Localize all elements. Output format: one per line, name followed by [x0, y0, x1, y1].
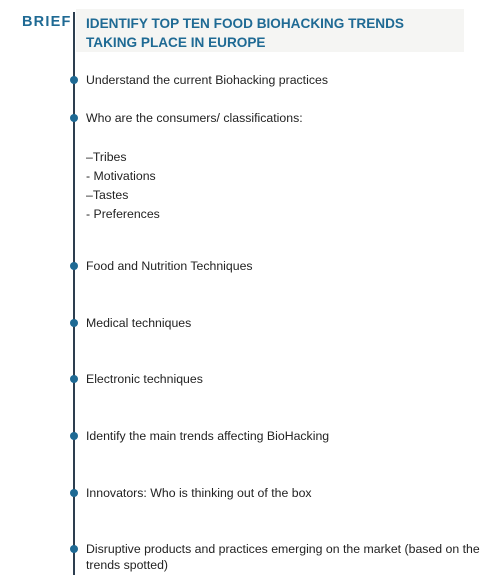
- bullet-dot: [70, 319, 78, 327]
- page-title: IDENTIFY TOP TEN FOOD BIOHACKING TRENDS TAKING PLACE IN EUROPE: [86, 16, 404, 50]
- list-item: Food and Nutrition Techniques: [86, 259, 253, 273]
- list-item: Disruptive products and practices emerging on the market (based on the trends spotted): [86, 542, 480, 572]
- list-item: Understand the current Biohacking practices: [86, 73, 328, 87]
- list-item: Who are the consumers/ classifications:: [86, 111, 303, 125]
- list-item: Electronic techniques: [86, 372, 203, 386]
- list-item: Identify the main trends affecting BioHacking: [86, 429, 330, 443]
- bullet-dot: [70, 545, 78, 553]
- brief-label: BRIEF: [22, 14, 72, 30]
- bullet-dot: [70, 114, 78, 122]
- bullet-dot: [70, 489, 78, 497]
- sub-item: –Tastes: [86, 188, 129, 202]
- list-item: Innovators: Who is thinking out of the box: [86, 486, 312, 500]
- bullet-dot: [70, 432, 78, 440]
- bullet-dot: [70, 76, 78, 84]
- sub-item: - Preferences: [86, 207, 160, 221]
- bullet-dot: [70, 262, 78, 270]
- sub-item: - Motivations: [86, 169, 156, 183]
- bullet-dot: [70, 375, 78, 383]
- list-item: Medical techniques: [86, 316, 192, 330]
- sub-item: –Tribes: [86, 150, 127, 164]
